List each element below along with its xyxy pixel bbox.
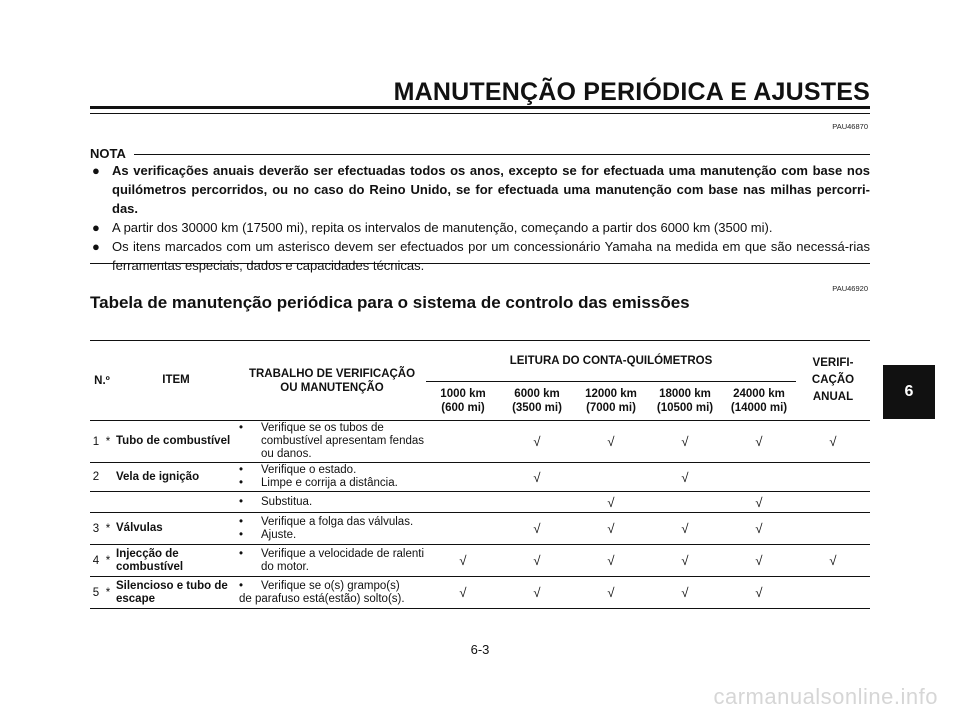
interval-cell bbox=[648, 421, 722, 463]
dealer-asterisk: * bbox=[102, 421, 114, 463]
interval-km: 18000 km bbox=[659, 388, 711, 400]
note-bullet-text: As verificações anuais deverão ser efectuadas todos os anos, excepto se for efectuada uma manutenção com base nos quilómetros percorridos, ou no caso do Reino Unido, se for efectuada uma manutenção com base nas milhas percorri-das. bbox=[112, 163, 870, 216]
interval-km: 1000 km bbox=[440, 388, 486, 400]
header-interval bbox=[500, 382, 574, 421]
note-bullet-text: A partir dos 30000 km (17500 mi), repita os intervalos de manutenção, começando a partir dos 6000 km (3500 mi). bbox=[112, 220, 773, 235]
note-bullet bbox=[92, 161, 870, 218]
interval-mi: (14000 mi) bbox=[730, 402, 788, 414]
row-item: Injecção de combustível bbox=[114, 545, 237, 577]
check-mark: √ bbox=[607, 521, 615, 536]
table-row bbox=[90, 545, 870, 577]
dealer-asterisk: * bbox=[102, 513, 114, 545]
note-end-divider bbox=[90, 263, 870, 264]
interval-cell bbox=[500, 545, 574, 577]
interval-cell bbox=[426, 421, 500, 463]
check-mark: √ bbox=[607, 494, 615, 510]
interval-cell bbox=[722, 463, 796, 492]
check-mark: √ bbox=[755, 521, 763, 536]
work-step-text: de parafuso está(estão) solto(s). bbox=[239, 592, 405, 605]
work-step bbox=[239, 496, 425, 509]
work-step bbox=[239, 464, 425, 477]
interval-cell bbox=[648, 463, 722, 492]
interval-cell bbox=[500, 577, 574, 609]
note-box bbox=[90, 146, 870, 275]
bullet-icon: • bbox=[239, 515, 244, 528]
check-mark: √ bbox=[755, 553, 763, 568]
work-step bbox=[239, 516, 425, 529]
work-step bbox=[239, 548, 425, 574]
interval-cell bbox=[500, 513, 574, 545]
interval-cell bbox=[426, 513, 500, 545]
work-step-text: Verifique a folga das válvulas. bbox=[261, 515, 414, 528]
bullet-icon: • bbox=[239, 464, 244, 476]
row-item: Vela de ignição bbox=[114, 463, 237, 492]
bullet-icon: • bbox=[239, 477, 244, 489]
annual-cell bbox=[796, 421, 870, 463]
interval-km: 24000 km bbox=[733, 388, 785, 400]
header-interval bbox=[648, 382, 722, 421]
annual-cell bbox=[796, 513, 870, 545]
reference-code: PAU46870 bbox=[832, 122, 868, 131]
bullet-icon: • bbox=[239, 547, 244, 560]
table-row bbox=[90, 492, 870, 513]
check-mark: √ bbox=[829, 434, 837, 449]
note-header bbox=[90, 146, 870, 161]
header-work: TRABALHO DE VERIFICAÇÃO OU MANUTENÇÃO bbox=[237, 341, 426, 421]
dealer-asterisk: * bbox=[102, 545, 114, 577]
check-mark: √ bbox=[681, 585, 689, 600]
note-bullet bbox=[92, 237, 870, 275]
row-work bbox=[237, 577, 426, 609]
interval-km: 6000 km bbox=[514, 388, 560, 400]
row-number: 1 bbox=[90, 421, 102, 463]
interval-cell bbox=[426, 463, 500, 492]
interval-cell bbox=[722, 492, 796, 513]
table-row bbox=[90, 421, 870, 463]
reference-code: PAU46920 bbox=[832, 284, 868, 293]
check-mark: √ bbox=[459, 585, 467, 600]
check-mark: √ bbox=[533, 521, 541, 536]
interval-cell bbox=[574, 577, 648, 609]
row-item: Silencioso e tubo de escape bbox=[114, 577, 237, 609]
chapter-tab: 6 bbox=[883, 365, 935, 419]
row-work bbox=[237, 513, 426, 545]
maintenance-table bbox=[90, 340, 870, 609]
work-step bbox=[239, 422, 425, 461]
annual-cell bbox=[796, 492, 870, 513]
interval-cell bbox=[722, 513, 796, 545]
interval-cell bbox=[574, 421, 648, 463]
row-work bbox=[237, 421, 426, 463]
interval-cell bbox=[500, 463, 574, 492]
work-step bbox=[239, 580, 425, 593]
interval-cell bbox=[722, 577, 796, 609]
check-mark: √ bbox=[681, 469, 689, 485]
annual-cell bbox=[796, 545, 870, 577]
interval-mi: (10500 mi) bbox=[656, 402, 714, 414]
note-bullet bbox=[92, 218, 870, 237]
check-mark: √ bbox=[533, 585, 541, 600]
header-interval bbox=[426, 382, 500, 421]
row-work bbox=[237, 463, 426, 492]
note-label: NOTA bbox=[90, 146, 126, 161]
work-step bbox=[239, 477, 425, 490]
note-divider bbox=[134, 154, 870, 155]
row-number bbox=[90, 492, 102, 513]
check-mark: √ bbox=[829, 553, 837, 568]
annual-cell bbox=[796, 577, 870, 609]
note-bullet-text: Os itens marcados com um asterisco devem ser efectuados por um concessionário Yamaha na medida em que são necessá-rias ferramentas especiais, dados e capacidades técnicas. bbox=[112, 239, 870, 273]
check-mark: √ bbox=[755, 494, 763, 510]
interval-cell bbox=[574, 492, 648, 513]
bullet-icon: • bbox=[239, 422, 244, 434]
row-item: Válvulas bbox=[114, 513, 237, 545]
bullet-icon: ● bbox=[92, 220, 100, 235]
work-step bbox=[239, 529, 425, 542]
check-mark: √ bbox=[681, 553, 689, 568]
dealer-asterisk: * bbox=[102, 577, 114, 609]
bullet-icon: • bbox=[239, 495, 244, 508]
check-mark: √ bbox=[607, 434, 615, 449]
page-title: MANUTENÇÃO PERIÓDICA E AJUSTES bbox=[393, 78, 870, 106]
interval-cell bbox=[648, 545, 722, 577]
row-work bbox=[237, 545, 426, 577]
check-mark: √ bbox=[755, 434, 763, 449]
interval-cell bbox=[722, 421, 796, 463]
check-mark: √ bbox=[681, 521, 689, 536]
interval-cell bbox=[574, 513, 648, 545]
bullet-icon: ● bbox=[92, 163, 100, 178]
work-step-text: Verifique se os tubos de combustível apresentam fendas ou danos. bbox=[261, 422, 425, 460]
work-step-text: Verifique o estado. bbox=[261, 464, 357, 476]
check-mark: √ bbox=[459, 553, 467, 568]
bullet-icon: • bbox=[239, 579, 244, 592]
row-item bbox=[114, 492, 237, 513]
interval-cell bbox=[648, 492, 722, 513]
interval-km: 12000 km bbox=[585, 388, 637, 400]
header-item: ITEM bbox=[114, 341, 237, 421]
interval-cell bbox=[426, 492, 500, 513]
check-mark: √ bbox=[607, 553, 615, 568]
header-interval bbox=[574, 382, 648, 421]
work-step-text: Limpe e corrija a distância. bbox=[261, 477, 398, 489]
interval-mi: (600 mi) bbox=[441, 402, 485, 414]
interval-cell bbox=[574, 545, 648, 577]
row-number: 5 bbox=[90, 577, 102, 609]
row-number: 2 bbox=[90, 463, 102, 492]
interval-cell bbox=[426, 545, 500, 577]
header-interval bbox=[722, 382, 796, 421]
interval-cell bbox=[500, 492, 574, 513]
interval-cell bbox=[648, 577, 722, 609]
page-number: 6-3 bbox=[470, 642, 490, 657]
section-title: Tabela de manutenção periódica para o sistema de controlo das emissões bbox=[90, 293, 690, 312]
dealer-asterisk bbox=[102, 492, 114, 513]
interval-cell bbox=[500, 421, 574, 463]
check-mark: √ bbox=[533, 553, 541, 568]
check-mark: √ bbox=[607, 585, 615, 600]
work-step-text: Ajuste. bbox=[261, 528, 297, 541]
interval-cell bbox=[648, 513, 722, 545]
work-step-text: Substitua. bbox=[261, 495, 313, 508]
interval-cell bbox=[426, 577, 500, 609]
dealer-asterisk bbox=[102, 463, 114, 492]
row-item: Tubo de combustível bbox=[114, 421, 237, 463]
check-mark: √ bbox=[533, 434, 541, 449]
work-step-text: Verifique se o(s) grampo(s) bbox=[261, 579, 400, 592]
bullet-icon: • bbox=[239, 528, 244, 541]
row-number: 3 bbox=[90, 513, 102, 545]
table-row bbox=[90, 463, 870, 492]
check-mark: √ bbox=[533, 469, 541, 485]
bullet-icon: ● bbox=[92, 239, 100, 254]
row-number: 4 bbox=[90, 545, 102, 577]
annual-cell bbox=[796, 463, 870, 492]
check-mark: √ bbox=[681, 434, 689, 449]
header-odometer: LEITURA DO CONTA-QUILÓMETROS bbox=[426, 341, 796, 382]
check-mark: √ bbox=[755, 585, 763, 600]
interval-mi: (7000 mi) bbox=[586, 402, 636, 414]
title-rule bbox=[90, 106, 870, 114]
table-row bbox=[90, 513, 870, 545]
interval-cell bbox=[574, 463, 648, 492]
table-row bbox=[90, 577, 870, 609]
watermark: carmanualsonline.info bbox=[713, 684, 938, 709]
work-step bbox=[239, 593, 425, 606]
interval-cell bbox=[722, 545, 796, 577]
interval-mi: (3500 mi) bbox=[512, 402, 562, 414]
work-step-text: Verifique a velocidade de ralenti do motor. bbox=[261, 547, 425, 573]
header-annual: VERIFI-CAÇÃO ANUAL bbox=[796, 341, 870, 421]
header-no: N.º bbox=[90, 341, 114, 421]
row-work bbox=[237, 492, 426, 513]
